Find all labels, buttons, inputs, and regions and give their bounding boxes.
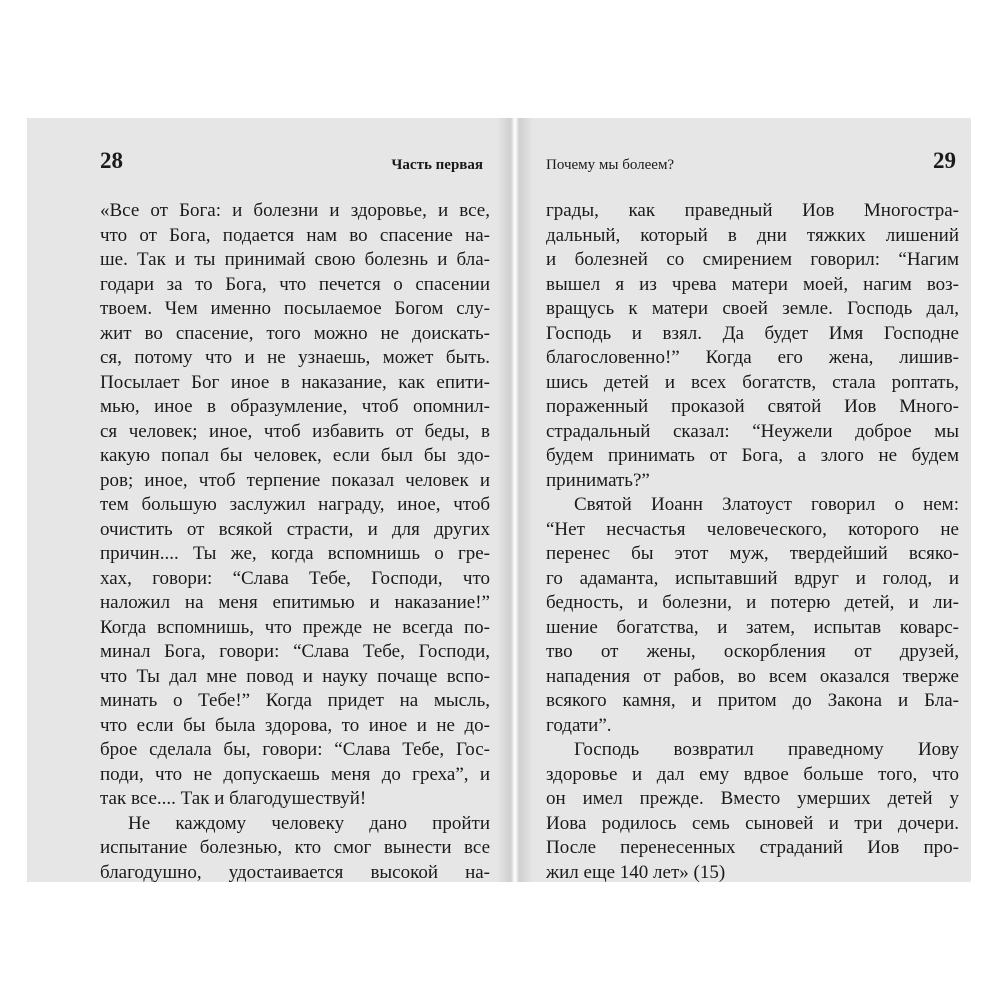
text-line: пораженный проказой святой Иов Много- bbox=[546, 396, 959, 417]
running-head: Часть первая bbox=[391, 157, 483, 173]
text-line: ся человек; иное, чтоб избавить от беды, в bbox=[100, 420, 490, 442]
text-line: Господь и взял. Да будет Имя Господне bbox=[546, 322, 959, 344]
text-line: и болезней со смирением говорил: “Нагим bbox=[546, 249, 959, 270]
text-line: хах, говори: “Слава Тебе, Господи, что bbox=[100, 567, 490, 589]
text-line: тем большую заслужил награду, иное, чтоб bbox=[100, 494, 490, 515]
text-line: наложил на меня епитимью и наказание!” bbox=[100, 592, 490, 613]
text-line: жил еще 140 лет» (15) bbox=[546, 861, 726, 883]
text-line: что если бы была здорова, то иное и не до- bbox=[100, 714, 490, 736]
page-number: 28 bbox=[100, 148, 123, 173]
text-line: принимать?” bbox=[546, 469, 650, 491]
text-line: перенес бы этот муж, твердейший всяко- bbox=[546, 543, 959, 564]
text-line: что Ты дал мне повод и науку почаще вспо- bbox=[100, 665, 490, 687]
text-line: нападения от рабов, во всем оказался тверже bbox=[546, 665, 959, 687]
text-line: бедность, и болезни, и потерю детей, и ли- bbox=[546, 592, 959, 613]
text-line: «Все от Бога: и болезни и здоровье, и все, bbox=[100, 200, 490, 221]
text-line: шись детей и всех богатств, стала роптать, bbox=[546, 371, 959, 393]
text-line: Святой Иоанн Златоуст говорил о нем: bbox=[574, 494, 959, 515]
text-line: страдальный сказал: “Неужели доброе мы bbox=[546, 420, 959, 442]
text-line: Посылает Бог иное в наказание, как епити- bbox=[100, 371, 490, 393]
text-line: ров; иное, чтоб терпение показал человек и bbox=[100, 469, 490, 491]
text-line: очистить от всякой страсти, и для других bbox=[100, 518, 490, 540]
text-line: минал Бога, говори: “Слава Тебе, Господи, bbox=[100, 641, 490, 662]
text-line: грады, как праведный Иов Многостра- bbox=[546, 200, 959, 221]
text-line: поди, что не допускаешь меня до греха”, и bbox=[100, 763, 490, 785]
text-line: какую попал бы человек, если был бы здо- bbox=[100, 445, 490, 466]
text-line: что от Бога, подается нам во спасение на- bbox=[100, 224, 490, 246]
text-line: благословенно!” Когда его жена, лишив- bbox=[546, 347, 959, 368]
text-line: годари за то Бога, что печется о спасении bbox=[100, 273, 490, 295]
text-line: вышел я из чрева матери моей, нагим воз- bbox=[546, 273, 959, 295]
text-line: Когда вспомнишь, что прежде не всегда по- bbox=[100, 616, 490, 638]
text-line: Иова родилось семь сыновей и три дочери. bbox=[546, 812, 959, 834]
text-line: шение богатства, и затем, испытав коварс- bbox=[546, 616, 959, 638]
text-line: дальный, который в дни тяжких лишений bbox=[546, 224, 959, 246]
text-line: годати”. bbox=[546, 714, 612, 736]
left-page bbox=[27, 118, 497, 882]
text-line: испытание болезнью, кто смог вынести все bbox=[100, 837, 490, 858]
text-line: брое сделала бы, говори: “Слава Тебе, Гос- bbox=[100, 739, 490, 760]
text-line: После перенесенных страданий Иов про- bbox=[546, 837, 959, 858]
text-line: минать о Тебе!” Когда придет на мысль, bbox=[100, 690, 490, 711]
text-line: благодушно, удостаивается высокой на- bbox=[100, 861, 490, 883]
text-line: он имел прежде. Вместо умерших детей у bbox=[546, 788, 959, 809]
text-line: “Нет несчастья человеческого, которого не bbox=[546, 518, 959, 540]
text-line: вращусь к матери своей земле. Господь дал, bbox=[546, 298, 959, 319]
text-line: мью, иное в образумление, чтоб опомнил- bbox=[100, 396, 490, 417]
text-line: Господь возвратил праведному Иову bbox=[574, 739, 959, 760]
text-line: так все.... Так и благодушествуй! bbox=[100, 788, 367, 809]
body-text bbox=[100, 199, 490, 885]
text-line: жит во спасение, того можно не доискать- bbox=[100, 322, 490, 344]
page-header bbox=[533, 118, 971, 188]
text-line: тво от жены, оскорбления от друзей, bbox=[546, 641, 959, 662]
text-line: твоем. Чем именно посылаемое Богом слу- bbox=[100, 298, 490, 319]
text-line: будем принимать от Бога, а злого не будем bbox=[546, 445, 959, 466]
text-line: здоровье и дал ему вдвое больше того, что bbox=[546, 763, 959, 785]
book-gutter bbox=[497, 118, 533, 882]
text-line: ше. Так и ты принимай свою болезнь и бла- bbox=[100, 249, 490, 270]
text-line: всякого камня, и притом до Закона и Бла- bbox=[546, 690, 959, 711]
text-line: ся, потому что и не узнаешь, может быть. bbox=[100, 347, 490, 368]
body-text bbox=[546, 199, 959, 885]
text-line: Не каждому человеку дано пройти bbox=[128, 812, 490, 834]
book-spread bbox=[27, 118, 971, 882]
right-page bbox=[533, 118, 971, 882]
text-line: го адаманта, испытавший вдруг и голод, и bbox=[546, 567, 959, 589]
page-number: 29 bbox=[933, 148, 956, 173]
running-head: Почему мы болеем? bbox=[546, 157, 675, 173]
text-line: причин.... Ты же, когда вспомнишь о гре- bbox=[100, 543, 490, 564]
page-header bbox=[27, 118, 497, 188]
